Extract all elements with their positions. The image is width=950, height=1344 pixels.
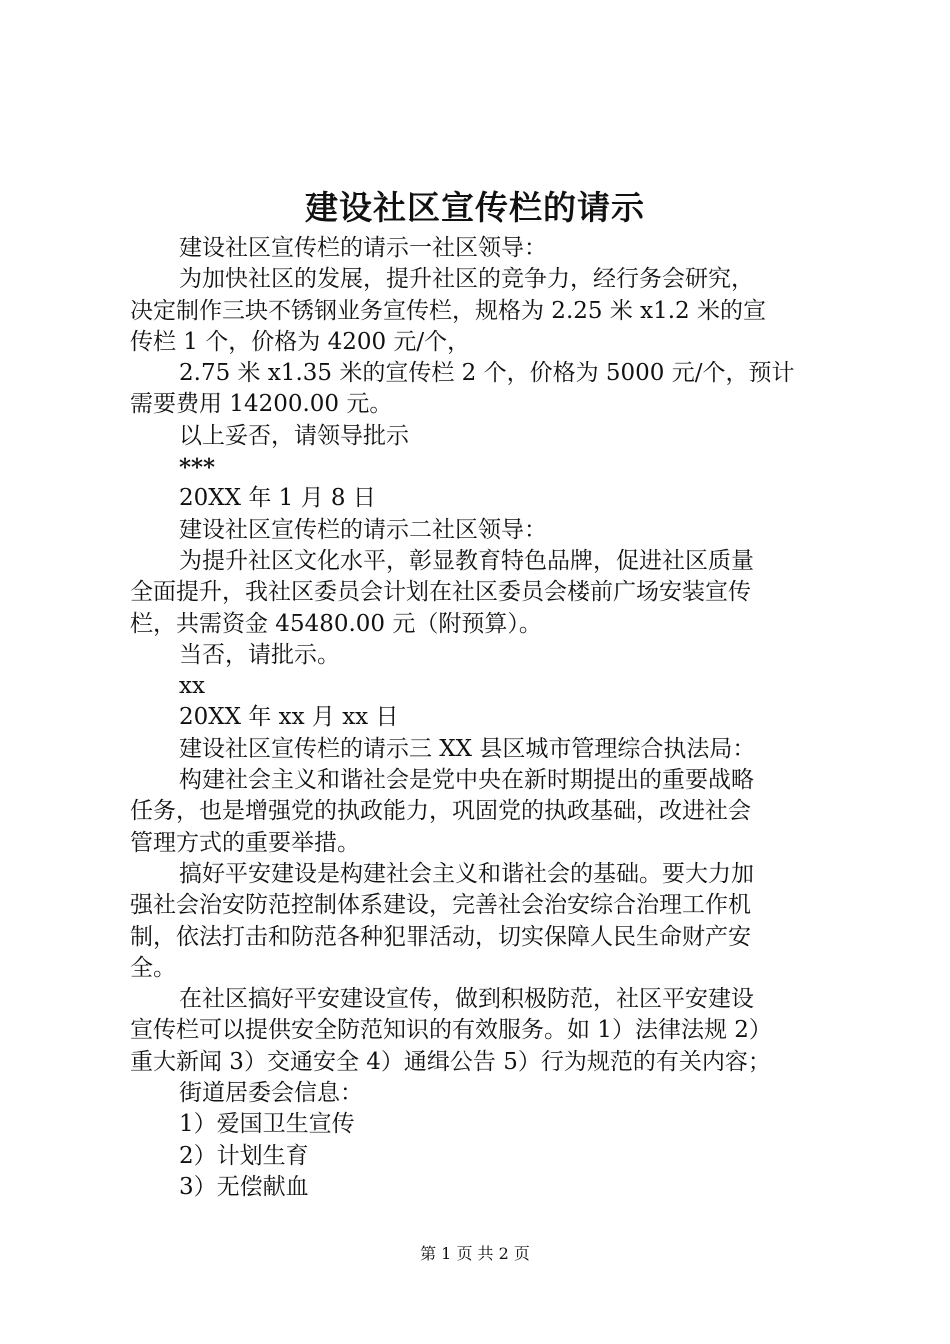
text-line: 搞好平安建设是构建社会主义和谐社会的基础。要大力加 [179, 860, 754, 887]
text-line: 为加快社区的发展，提升社区的竞争力，经行务会研究， [179, 266, 754, 293]
text-line: 建设社区宣传栏的请示二社区领导： [179, 516, 547, 543]
text-line: 建设社区宣传栏的请示一社区领导： [179, 235, 547, 261]
text-line: 1）爱国卫生宣传 [179, 1111, 355, 1138]
text-line: 街道居委会信息： [179, 1080, 363, 1107]
text-line: 决定制作三块不锈钢业务宣传栏，规格为 2.25 米 x1.2 米的宣 [130, 297, 767, 324]
text-line: 制，依法打击和防范各种犯罪活动，切实保障人民生命财产安 [130, 923, 751, 950]
text-line: 传栏 1 个，价格为 4200 元/个， [130, 328, 471, 355]
text-line: 2.75 米 x1.35 米的宣传栏 2 个，价格为 5000 元/个，预计 [179, 360, 795, 387]
document-body [130, 233, 830, 1203]
text-line: 20XX 年 xx 月 xx 日 [179, 704, 399, 731]
text-line: 重大新闻 3）交通安全 4）通缉公告 5）行为规范的有关内容； [130, 1048, 771, 1075]
text-line: 2）计划生育 [179, 1142, 309, 1169]
page-footer: 第 1 页 共 2 页 [420, 1244, 530, 1263]
text-line: 当否，请批示。 [179, 641, 340, 668]
text-line: 任务，也是增强党的执政能力，巩固党的执政基础，改进社会 [130, 798, 751, 825]
text-line: 全面提升，我社区委员会计划在社区委员会楼前广场安装宣传 [130, 579, 751, 606]
text-line: 宣传栏可以提供安全防范知识的有效服务。如 1）法律法规 2） [130, 1017, 772, 1044]
page-title: 建设社区宣传栏的请示 [305, 188, 645, 227]
text-line: 在社区搞好平安建设宣传，做到积极防范，社区平安建设 [179, 986, 754, 1013]
text-line: 栏，共需资金 45480.00 元（附预算）。 [130, 610, 542, 637]
text-line: 为提升社区文化水平，彰显教育特色品牌，促进社区质量 [179, 547, 754, 574]
text-line: 构建社会主义和谐社会是党中央在新时期提出的重要战略 [179, 767, 754, 794]
text-line: 全。 [130, 954, 176, 981]
text-line: 建设社区宣传栏的请示三 XX 县区城市管理综合执法局： [179, 735, 756, 762]
text-line: xx [179, 673, 205, 700]
text-line: 3）无偿献血 [179, 1173, 309, 1200]
text-line: 需要费用 14200.00 元。 [130, 391, 393, 418]
text-line: 管理方式的重要举措。 [130, 829, 360, 856]
text-line: 以上妥否，请领导批示 [179, 422, 409, 449]
text-line: 20XX 年 1 月 8 日 [179, 485, 376, 512]
text-line: *** [179, 454, 216, 482]
text-line: 强社会治安防范控制体系建设，完善社会治安综合治理工作机 [130, 892, 751, 919]
